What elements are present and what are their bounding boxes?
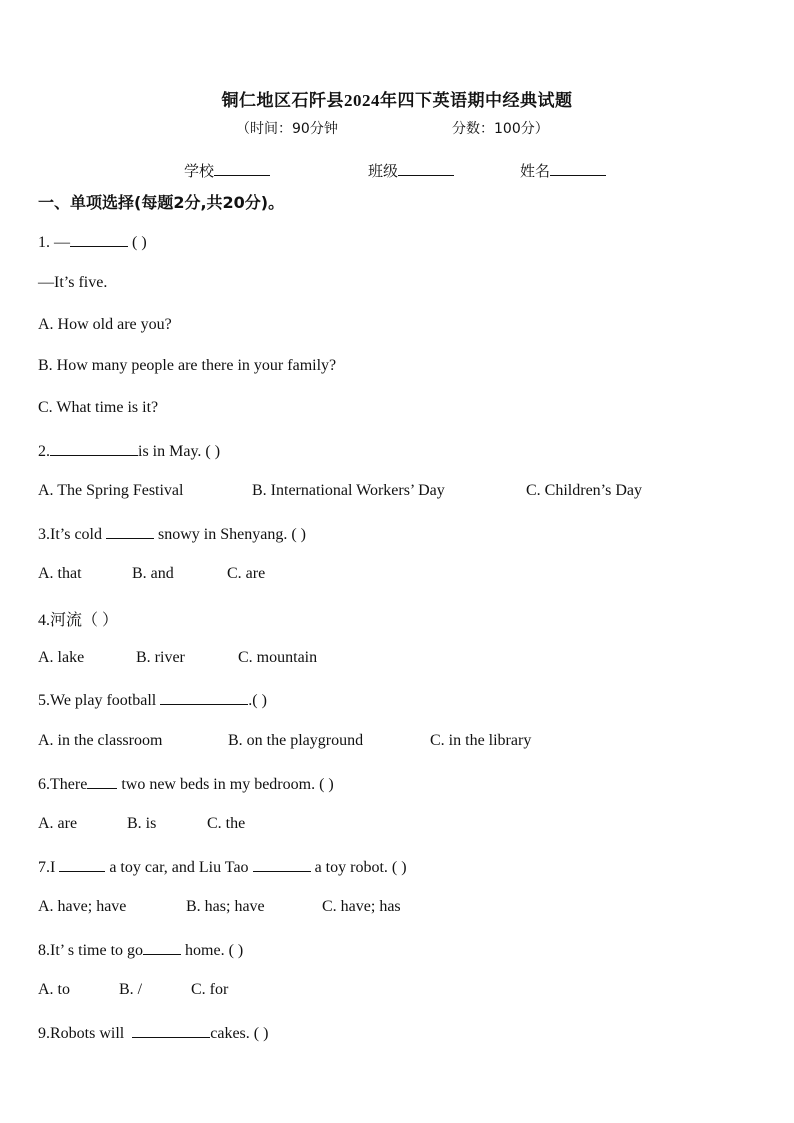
section-title: 一、单项选择(每题2分,共20分)。 (38, 193, 285, 212)
option-b[interactable]: B. river (136, 649, 185, 666)
answer-blank[interactable] (143, 940, 181, 955)
school-label: 学校 (184, 162, 215, 180)
option-c[interactable]: C. for (191, 981, 229, 998)
question-2 (38, 441, 220, 461)
question-8 (38, 940, 243, 960)
question-text: 3.It’s cold (38, 526, 102, 543)
question-text: snowy in Shenyang. ( ) (158, 526, 306, 543)
question-7 (38, 857, 407, 877)
question-1-reply: —It’s five. (38, 274, 108, 291)
option-a[interactable]: A. to (38, 981, 70, 998)
question-text: is in May. ( ) (138, 443, 221, 460)
question-text: 6.There (38, 776, 88, 793)
option-c[interactable]: C. have; has (322, 898, 401, 915)
name-label: 姓名 (520, 162, 551, 180)
school-field[interactable] (184, 160, 270, 181)
question-text: cakes. ( ) (210, 1025, 269, 1042)
question-text: a toy robot. ( ) (314, 859, 407, 876)
answer-blank[interactable] (50, 441, 138, 456)
question-6 (38, 774, 334, 794)
question-text: 9.Robots will (38, 1025, 125, 1042)
question-text: two new beds in my bedroom. ( ) (121, 776, 334, 793)
question-text: a toy car, and Liu Tao (109, 859, 249, 876)
question-4: 4.河流（ ） (38, 612, 119, 629)
class-field[interactable] (368, 160, 454, 181)
answer-blank[interactable] (87, 774, 117, 789)
exam-subtitle (236, 118, 549, 138)
question-5 (38, 690, 267, 710)
question-1 (38, 232, 147, 252)
option-b[interactable]: B. is (127, 815, 157, 832)
question-text: 8.It’ s time to go (38, 942, 144, 959)
option-c[interactable]: C. in the library (430, 732, 532, 749)
class-blank[interactable] (398, 161, 454, 176)
name-blank[interactable] (550, 161, 606, 176)
option-a[interactable]: A. lake (38, 649, 85, 666)
class-label: 班级 (368, 162, 399, 180)
option-a[interactable]: A. in the classroom (38, 732, 163, 749)
question-text: 2. (38, 443, 50, 460)
total-score: 分数：100分） (452, 121, 549, 137)
option-c[interactable]: C. the (207, 815, 246, 832)
option-a[interactable]: A. have; have (38, 898, 127, 915)
answer-blank-2[interactable] (253, 857, 311, 872)
option-b[interactable]: B. on the playground (228, 732, 364, 749)
option-a[interactable]: A. How old are you? (38, 316, 172, 333)
answer-bracket: ( ) (132, 234, 147, 251)
question-text: .( ) (248, 692, 267, 709)
time-limit: （时间：90分钟 (236, 121, 338, 137)
option-a[interactable]: A. are (38, 815, 78, 832)
option-b[interactable]: B. and (132, 565, 174, 582)
option-b[interactable]: B. / (119, 981, 143, 998)
question-text: 7.I (38, 859, 56, 876)
option-c[interactable]: C. What time is it? (38, 399, 159, 416)
option-b[interactable]: B. has; have (186, 898, 265, 915)
option-c[interactable]: C. Children’s Day (526, 482, 642, 499)
question-9 (38, 1023, 268, 1043)
question-text: 5.We play football (38, 692, 157, 709)
option-a[interactable]: A. that (38, 565, 82, 582)
question-text: 1. — (38, 234, 70, 251)
question-text: home. ( ) (185, 942, 244, 959)
option-b[interactable]: B. How many people are there in your family? (38, 357, 337, 374)
school-blank[interactable] (214, 161, 270, 176)
option-c[interactable]: C. mountain (238, 649, 318, 666)
answer-blank[interactable] (106, 524, 154, 539)
question-3 (38, 524, 306, 544)
name-field[interactable] (520, 160, 606, 181)
exam-title: 铜仁地区石阡县2024年四下英语期中经典试题 (221, 91, 573, 110)
option-a[interactable]: A. The Spring Festival (38, 482, 184, 499)
option-c[interactable]: C. are (227, 565, 266, 582)
answer-blank[interactable] (160, 690, 248, 705)
answer-blank[interactable] (70, 232, 128, 247)
answer-blank[interactable] (132, 1023, 210, 1038)
answer-blank-1[interactable] (59, 857, 105, 872)
option-b[interactable]: B. International Workers’ Day (252, 482, 445, 499)
